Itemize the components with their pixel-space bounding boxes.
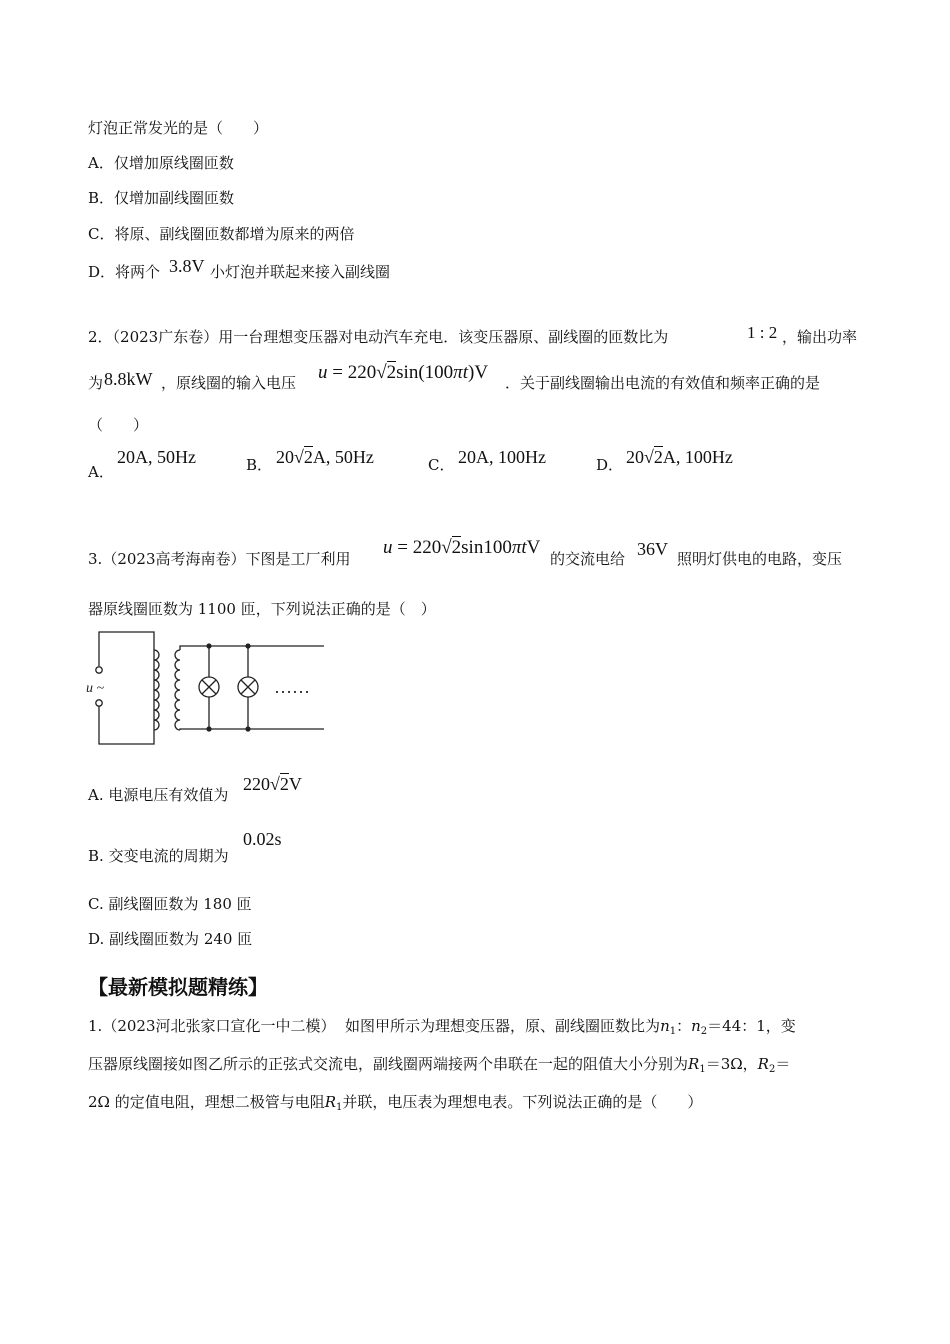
secondary-coil (175, 650, 180, 730)
secondary-top-wire (180, 646, 324, 650)
q3-option-b-math: 0.02s (243, 829, 282, 849)
q2-line2-mid: ，原线圈的输入电压 (161, 374, 297, 392)
option-text: 副线圈匝数为 180 匝 (108, 895, 252, 913)
option-text: 副线圈匝数为 240 匝 (109, 930, 253, 948)
continuation-dots: …… (274, 677, 310, 697)
option-label: A． (88, 154, 114, 172)
q3-voltage36: 36V (637, 539, 668, 559)
secondary-bottom-wire (180, 729, 324, 730)
question-source: （2023广东卷） (112, 328, 219, 346)
q2-line2-pre: 为 (88, 374, 104, 392)
q2-option-a-label: A． (88, 463, 114, 481)
question-source: （2023河北张家口宣化一中二模） (102, 1017, 336, 1035)
sqrt-icon: √ (376, 362, 387, 383)
q2-line3: （ ） (88, 416, 149, 434)
q2-option-c-math: 20A, 100Hz (458, 447, 546, 467)
q1-stem-tail: 灯泡正常发光的是（ ） (88, 119, 269, 137)
primary-wire (99, 632, 154, 744)
q1-option-d (88, 262, 160, 282)
q2-option-a-math: 20A, 50Hz (117, 447, 196, 467)
sqrt-icon: √ (441, 537, 452, 558)
q1-option-a (88, 153, 234, 173)
source-label: u ~ (86, 681, 105, 696)
option-label: C. (88, 895, 104, 913)
q2-power: 8.8kW (104, 369, 153, 389)
q2-ratio: 1 : 2 (747, 323, 778, 342)
lamp-1-cross (202, 680, 216, 694)
q2-option-b-math: 20√2A, 50Hz (276, 447, 374, 467)
transformer-circuit-diagram (84, 626, 334, 750)
option-label: B. (88, 847, 104, 865)
option-label: D. (88, 930, 105, 948)
p1-line3: 2Ω 的定值电阻，理想二极管与电阻$R_1$并联，电压表为理想电表。下列说法正确的是（ ） (88, 1093, 703, 1113)
q3-line2: 器原线圈匝数为 1100 匝，下列说法正确的是（ ） (88, 600, 436, 618)
q3-option-a-math: 220√2V (243, 774, 302, 794)
terminal-top (96, 667, 102, 673)
q3-line1-tail: 照明灯供电的电路，变压 (677, 550, 843, 568)
q2-option-d-label: D． (596, 456, 624, 474)
p1-line2: 压器原线圈接如图乙所示的正弦式交流电，副线圈两端接两个串联在一起的阻值大小分别为$R_1=3\Omega$，$R_2=$ (88, 1055, 791, 1075)
q1-option-c (88, 224, 355, 244)
q3-option-c (88, 894, 252, 914)
q1-option-b (88, 188, 234, 208)
question-number: 1. (88, 1017, 103, 1035)
option-label: B． (88, 189, 115, 207)
option-text: 交变电流的周期为 (108, 847, 229, 865)
option-text: 仅增加原线圈匝数 (113, 154, 234, 172)
q2-voltage-formula: u = 220√2sin(100πt)V (318, 362, 489, 383)
q3-option-d (88, 929, 252, 949)
option-label: A. (88, 786, 104, 804)
q2-line1-tail: ，输出功率 (782, 328, 858, 346)
q3-option-b (88, 846, 229, 866)
q2-option-c-label: C． (428, 456, 455, 474)
q2-option-d-math: 20√2A, 100Hz (626, 447, 733, 467)
junction-dot (245, 643, 250, 648)
q2-line2-tail: ．关于副线圈输出电流的有效值和频率正确的是 (505, 374, 821, 392)
q3-line1-mid: 的交流电给 (550, 550, 626, 568)
junction-dot (206, 726, 211, 731)
option-text: 将两个 (115, 263, 161, 281)
option-text: 电源电压有效值为 (108, 786, 229, 804)
q3-line1: 3.（2023高考海南卷）下图是工厂利用 (88, 550, 351, 568)
option-text: 仅增加副线圈匝数 (114, 189, 235, 207)
sqrt-icon: √ (294, 447, 304, 467)
q1-option-d-post: 小灯泡并联起来接入副线圈 (210, 263, 391, 281)
option-label: D． (88, 263, 116, 281)
q1-option-d-math: 3.8V (169, 256, 205, 276)
section-heading: 【最新模拟题精练】 (88, 975, 268, 999)
primary-coil (154, 650, 159, 730)
junction-dot (245, 726, 250, 731)
q2-line1: 2．（2023广东卷）用一台理想变压器对电动汽车充电．该变压器原、副线圈的匝数比为 (88, 328, 669, 346)
question-number: 3. (88, 550, 103, 568)
question-number: 2． (88, 328, 113, 346)
q3-option-a (88, 785, 228, 805)
q2-option-b-label: B． (246, 456, 273, 474)
option-label: C． (88, 225, 115, 243)
option-text: 将原、副线圈匝数都增为原来的两倍 (114, 225, 355, 243)
lamp-2-cross (241, 680, 255, 694)
terminal-bottom (96, 700, 102, 706)
question-source: （2023高考海南卷） (102, 550, 246, 568)
junction-dot (206, 643, 211, 648)
q3-voltage-formula: u = 220√2sin100πtV (383, 537, 541, 558)
p1-line1: 1.（2023河北张家口宣化一中二模） 如图甲所示为理想变压器，原、副线圈匝数比为$n_1$：$n_2=44$：1，变 (88, 1017, 796, 1037)
sqrt-icon: √ (644, 447, 654, 467)
sqrt-icon: √ (270, 774, 280, 794)
